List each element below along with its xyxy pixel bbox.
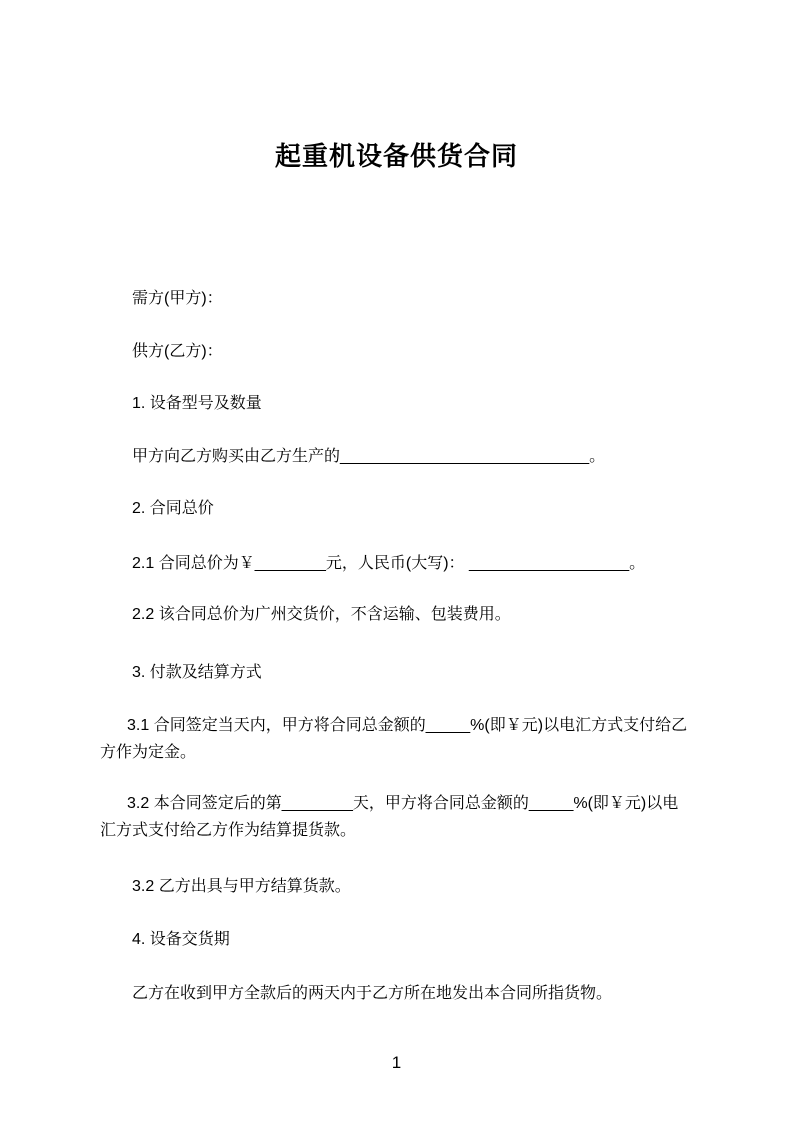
page-number: 1	[391, 1053, 402, 1072]
document-title: 起重机设备供货合同	[274, 141, 518, 171]
section-2-heading: 2. 合同总价	[132, 500, 214, 517]
section-4-heading: 4. 设备交货期	[132, 931, 230, 948]
purchase-clause: 甲方向乙方购买由乙方生产的____________________________。	[132, 448, 606, 465]
section-1-heading: 1. 设备型号及数量	[132, 395, 262, 412]
clause-3-1: 3.1 合同签定当天内，甲方将合同总金额的_____%(即￥元)以电汇方式支付给乙方作为定金。	[100, 717, 688, 761]
party-a-line: 需方(甲方)：	[132, 290, 223, 307]
clause-3-2b: 3.2 乙方出具与甲方结算货款。	[132, 878, 351, 895]
clause-2-1: 2.1 合同总价为￥________元，人民币(大写)： __________________。	[132, 555, 646, 572]
delivery-clause: 乙方在收到甲方全款后的两天内于乙方所在地发出本合同所指货物。	[132, 985, 613, 1002]
clause-2-2: 2.2 该合同总价为广州交货价，不含运输、包装费用。	[132, 606, 511, 623]
party-b-line: 供方(乙方)：	[132, 343, 223, 360]
section-3-heading: 3. 付款及结算方式	[132, 664, 262, 681]
clause-3-2: 3.2 本合同签定后的第________天，甲方将合同总金额的_____%(即￥元)以电汇方式支付给乙方作为结算提货款。	[100, 795, 679, 839]
